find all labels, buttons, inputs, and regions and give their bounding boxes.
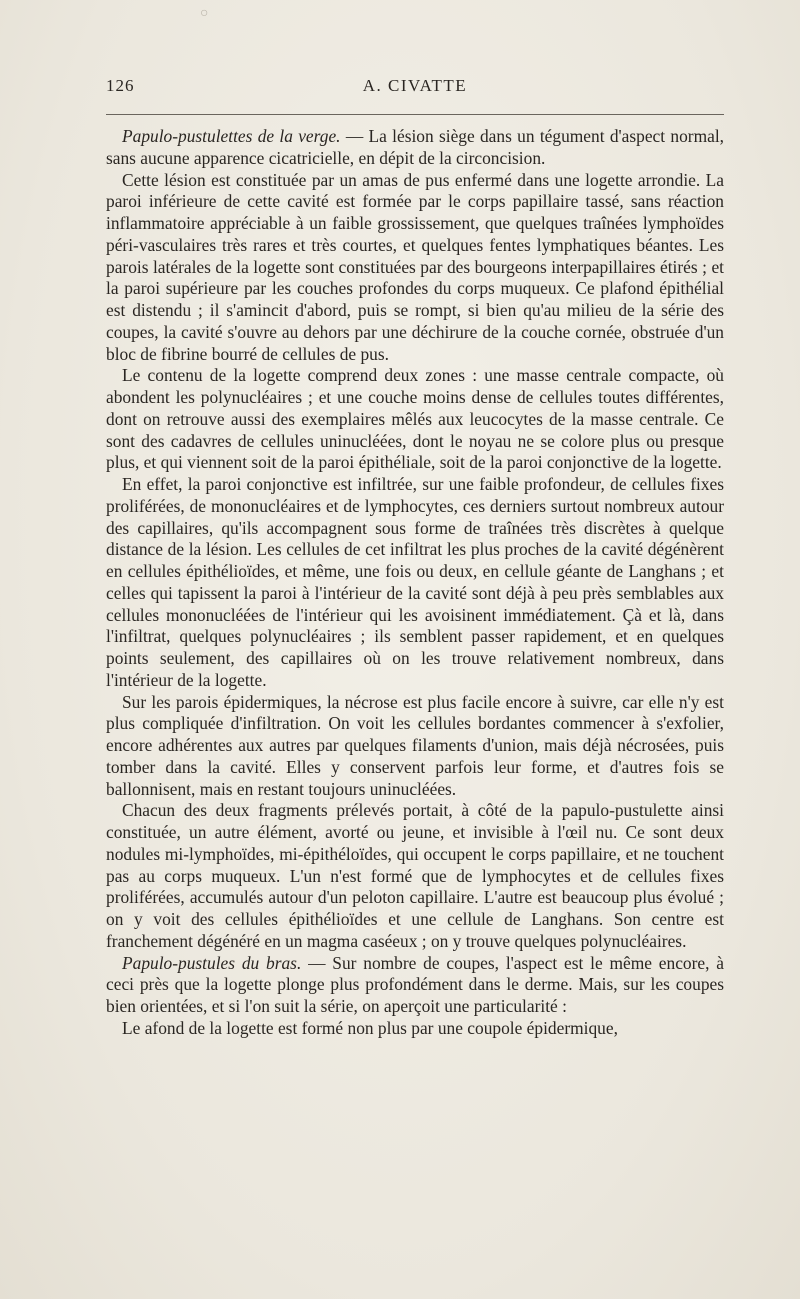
paragraph-text: Le afond de la logette est formé non plus par une coupole épidermique,	[122, 1017, 618, 1038]
page-number: 126	[106, 76, 135, 95]
paragraph-text: Chacun des deux fragments prélevés portait, à côté de la papulo-pustulette ainsi constituée, un autre élément, avorté ou jeune, et invisible à l'œil nu. Ce sont deux nodules mi-lymphoïdes, mi-épithéloïdes, qui occupent le corps papillaire, et ne touchent pas au corps muqueux. L'un n'est formé que de lymphocytes et de cellules fixes proliférées, accumulés autour d'un peloton capillaire. L'autre est beaucoup plus évolué ; on y voit des cellules épithélioïdes et une cellule de Langhans. Son centre est franchement dégénéré en un magma caséeux ; on y trouve quelques polynucléaires.	[106, 800, 724, 951]
paragraph-text: — La lésion siège dans un tégument d'aspect normal, sans aucune apparence cicatricielle, en dépit de la circoncision.	[106, 126, 724, 168]
running-title: A. CIVATTE	[362, 76, 468, 95]
paragraph-text: Cette lésion est constituée par un amas de pus enfermé dans une logette arrondie. La paroi inférieure de cette cavité est formée par le corps papillaire tassé, sans réaction inflammatoire appréciable à un faible grossissement, que quelques traînées lymphoïdes péri-vasculaires très rares et très courtes, et quelques fentes lymphatiques béantes. Les parois latérales de la logette sont constituées par des bourgeons interpapillaires étirés ; et la paroi supérieure par les couches profondes du corps muqueux. Ce plafond épithélial est distendu ; il s'amincit d'abord, puis se rompt, si bien qu'au milieu de la série des coupes, la cavité s'ouvre au dehors par une déchirure de la couche cornée, obstruée d'un bloc de fibrine bourré de cellules de pus.	[106, 169, 724, 364]
paragraph	[106, 170, 724, 366]
paragraph-text: En effet, la paroi conjonctive est infiltrée, sur une faible profondeur, de cellules fixes proliférées, de mononucléaires et de lymphocytes, ces derniers surtout nombreux autour des capillaires, qu'ils accompagnent sous forme de traînées très discrètes à quelque distance de la lésion. Les cellules de cet infiltrat les plus proches de la cavité dégénèrent en cellules épithélioïdes, et même, une fois ou deux, en cellule géante de Langhans ; et celles qui tapissent la paroi à l'intérieur de la cavité sont déjà à peu près semblables aux cellules mononucléées de l'intérieur qui les avoisinent immédiatement. Çà et là, dans l'infiltrat, quelques polynucléaires ; ils semblent passer rapidement, et en quelques points seulement, des capillaires où on les trouve relativement nombreux, dans l'intérieur de la logette.	[106, 474, 724, 690]
paragraph	[106, 692, 724, 801]
paragraph	[106, 800, 724, 952]
paragraph-text: Sur les parois épidermiques, la nécrose est plus facile encore à suivre, car elle n'y est plus compliquée d'infiltration. On voit les cellules bordantes commencer à s'exfolier, encore adhérentes aux autres par quelques filaments d'union, mais déjà nécrosées, puis tomber dans la cavité. Elles y conservent parfois leur forme, et d'autres fois se ballonnisent, mais en restant toujours uninucléées.	[106, 691, 724, 799]
section-heading: Papulo-pustulettes de la verge.	[122, 126, 341, 146]
paragraph	[106, 126, 724, 170]
paragraph-text: — Sur nombre de coupes, l'aspect est le même encore, à ceci près que la logette plonge plus profondément dans le derme. Mais, sur les coupes bien orientées, et si l'on suit la série, on aperçoit une particularité :	[106, 952, 724, 1016]
paragraph-text: Le contenu de la logette comprend deux zones : une masse centrale compacte, où abondent les polynucléaires ; et une couche moins dense de cellules toutes différentes, dont on retrouve aussi des exemplaires mêlés aux leucocytes de la masse centrale. Ce sont des cadavres de cellules uninucléées, dont le noyau ne se colore plus ou presque plus, et qui viennent soit de la paroi épithéliale, soit de la paroi conjonctive de la logette.	[106, 365, 724, 473]
paragraph	[106, 1018, 724, 1040]
paragraph	[106, 365, 724, 474]
paragraph	[106, 953, 724, 1018]
body-text	[106, 126, 724, 1040]
section-heading: Papulo-pustules du bras.	[122, 952, 302, 973]
page-header	[106, 76, 724, 102]
paragraph	[106, 474, 724, 692]
header-rule	[106, 114, 724, 115]
stain-mark: ○	[200, 6, 209, 21]
